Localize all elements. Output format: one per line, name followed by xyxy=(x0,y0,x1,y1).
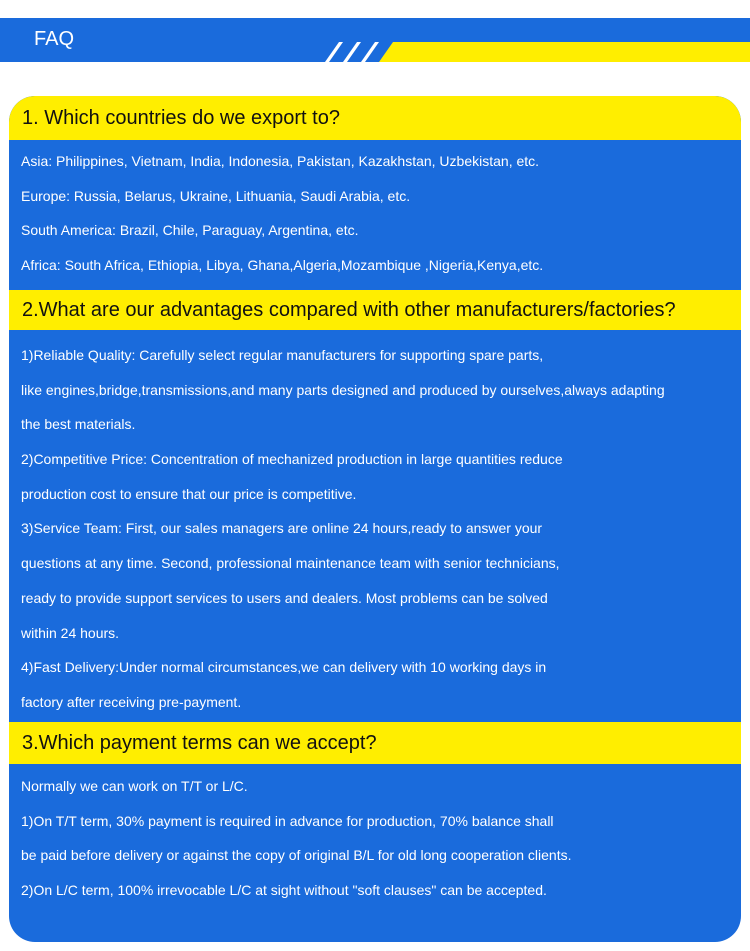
answer-line: production cost to ensure that our price is competitive. xyxy=(21,485,357,502)
answer-line: like engines,bridge,transmissions,and many parts designed and produced by ourselves,always adapting xyxy=(21,381,665,398)
question-2: 2.What are our advantages compared with other manufacturers/factories? xyxy=(9,290,741,330)
answer-line: ready to provide support services to users and dealers. Most problems can be solved xyxy=(21,589,548,606)
answer-line: within 24 hours. xyxy=(21,624,120,641)
answer-line: factory after receiving pre-payment. xyxy=(21,693,242,710)
answer-line: Africa: South Africa, Ethiopia, Libya, Ghana,Algeria,Mozambique ,Nigeria,Kenya,etc. xyxy=(21,257,544,274)
answer-3 xyxy=(21,769,736,908)
answer-line: be paid before delivery or against the copy of original B/L for old long cooperation clients. xyxy=(21,847,572,864)
faq-header-banner xyxy=(0,18,750,62)
answer-line: 2)On L/C term, 100% irrevocable L/C at sight without "soft clauses" can be accepted. xyxy=(21,882,547,899)
answer-1 xyxy=(21,144,736,283)
answer-line: 3)Service Team: First, our sales managers are online 24 hours,ready to answer your xyxy=(21,520,543,537)
answer-line: Europe: Russia, Belarus, Ukraine, Lithuania, Saudi Arabia, etc. xyxy=(21,187,411,204)
header-stripe-decoration xyxy=(0,18,750,62)
answer-line: the best materials. xyxy=(21,416,136,433)
question-1: 1. Which countries do we export to? xyxy=(9,96,741,140)
answer-line: 4)Fast Delivery:Under normal circumstances,we can delivery with 10 working days in xyxy=(21,659,547,676)
page-title: FAQ xyxy=(34,28,75,50)
answer-line: Normally we can work on T/T or L/C. xyxy=(21,778,248,794)
answer-line: 2)Competitive Price: Concentration of mechanized production in large quantities reduce xyxy=(21,451,563,468)
answer-line: 1)On T/T term, 30% payment is required in advance for production, 70% balance shall xyxy=(21,812,554,829)
answer-line: questions at any time. Second, professional maintenance team with senior technicians, xyxy=(21,555,560,572)
answer-line: South America: Brazil, Chile, Paraguay, Argentina, etc. xyxy=(21,222,359,239)
answer-line: Asia: Philippines, Vietnam, India, Indonesia, Pakistan, Kazakhstan, Uzbekistan, etc. xyxy=(21,153,540,169)
answer-2 xyxy=(21,338,736,720)
answer-line: 1)Reliable Quality: Carefully select regular manufacturers for supporting spare parts, xyxy=(21,347,544,363)
question-3: 3.Which payment terms can we accept? xyxy=(9,722,741,764)
faq-card xyxy=(9,96,741,942)
